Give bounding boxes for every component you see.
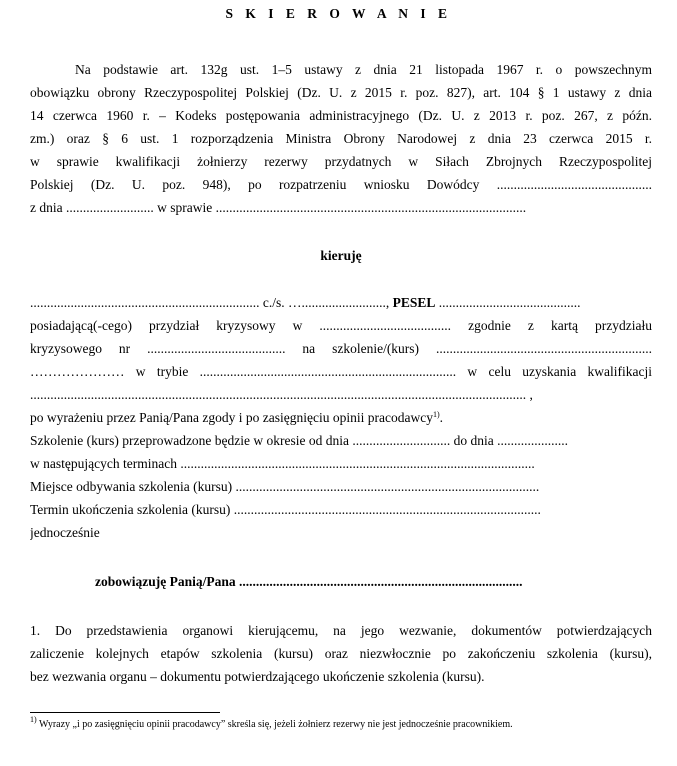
- footnote-separator: [30, 712, 220, 713]
- name-and-cs-field: .................................................................... c./s. ….........................,: [30, 295, 390, 310]
- footnote-number: 1): [30, 715, 37, 724]
- person-line-1: [30, 295, 652, 311]
- person-line-10: Termin ukończenia szkolenia (kursu) ...........................................................................................: [30, 502, 541, 517]
- pesel-label: PESEL: [392, 295, 436, 310]
- person-line-8: w następujących terminach .........................................................................................................: [30, 456, 535, 471]
- intro-line-3: 14 czerwca 1960 r. – Kodeks postępowania administracyjnego (Dz. U. z 2013 r. poz. 267, z późn.: [30, 108, 652, 123]
- footnote: [30, 715, 652, 731]
- obligation-line-1: 1. Do przedstawienia organowi kierującemu, na jego wezwanie, dokumentów potwierdzających: [30, 623, 652, 638]
- person-line-3: kryzysowego nr ......................................... na szkolenie/(kurs) ................................................................: [30, 341, 652, 356]
- person-line-9: Miejsce odbywania szkolenia (kursu) ..........................................................................................: [30, 479, 540, 494]
- kieruje-heading: kieruję: [320, 248, 362, 263]
- intro-line-4: zm.) oraz § 6 ust. 1 rozporządzenia Ministra Obrony Narodowej z dnia 23 czerwca 2015 r.: [30, 131, 652, 146]
- intro-line-6: Polskiej (Dz. U. poz. 948), po rozpatrzeniu wniosku Dowódcy ..............................................: [30, 177, 652, 192]
- obligation-line-2: zaliczenie kolejnych etapów szkolenia (kursu) oraz niezwłocznie po zakończeniu szkolenia (kursu),: [30, 646, 652, 661]
- obligation-line-3: bez wezwania organu – dokumentu potwierdzającego ukończenie szkolenia (kursu).: [30, 669, 485, 684]
- footnote-text: Wyrazy „i po zasięgnięciu opinii pracodawcy” skreśla się, jeżeli żołnierz rezerwy nie jest jednocześnie pracownikiem.: [36, 719, 513, 730]
- intro-line-7: z dnia .......................... w sprawie ............................................................................................: [30, 200, 527, 215]
- person-line-11: jednocześnie: [30, 525, 100, 540]
- consent-text: po wyrażeniu przez Panią/Pana zgody i po zasięgnięciu opinii pracodawcy: [30, 410, 433, 425]
- intro-line-1: Na podstawie art. 132g ust. 1–5 ustawy z dnia 21 listopada 1967 r. o powszechnym: [75, 62, 652, 77]
- zobowiazuje-heading: zobowiązuję Panią/Pana ....................................................................................: [95, 574, 523, 589]
- consent-period: .: [439, 410, 444, 425]
- footnote-marker: 1): [432, 410, 440, 419]
- pesel-field: ..........................................: [435, 295, 581, 310]
- person-line-2: posiadającą(-cego) przydział kryzysowy w ....................................... zgodnie z kartą przydziału: [30, 318, 652, 333]
- person-line-7: Szkolenie (kurs) przeprowadzone będzie w okresie od dnia ............................. do dnia .....................: [30, 433, 568, 448]
- person-line-6: [30, 410, 652, 426]
- person-line-5: ................................................................................................................................................... ,: [30, 387, 533, 402]
- person-line-4: ………………… w trybie ............................................................................ w celu uzyskania kwalifikacji: [30, 364, 652, 379]
- document-title: S K I E R O W A N I E: [225, 6, 452, 21]
- intro-line-5: w sprawie kwalifikacji żołnierzy rezerwy przydatnych w Siłach Zbrojnych Rzeczypospolitej: [30, 154, 652, 169]
- intro-line-2: obowiązku obrony Rzeczypospolitej Polskiej (Dz. U. z 2015 r. poz. 827), art. 104 § 1 ustawy z dnia: [30, 85, 652, 100]
